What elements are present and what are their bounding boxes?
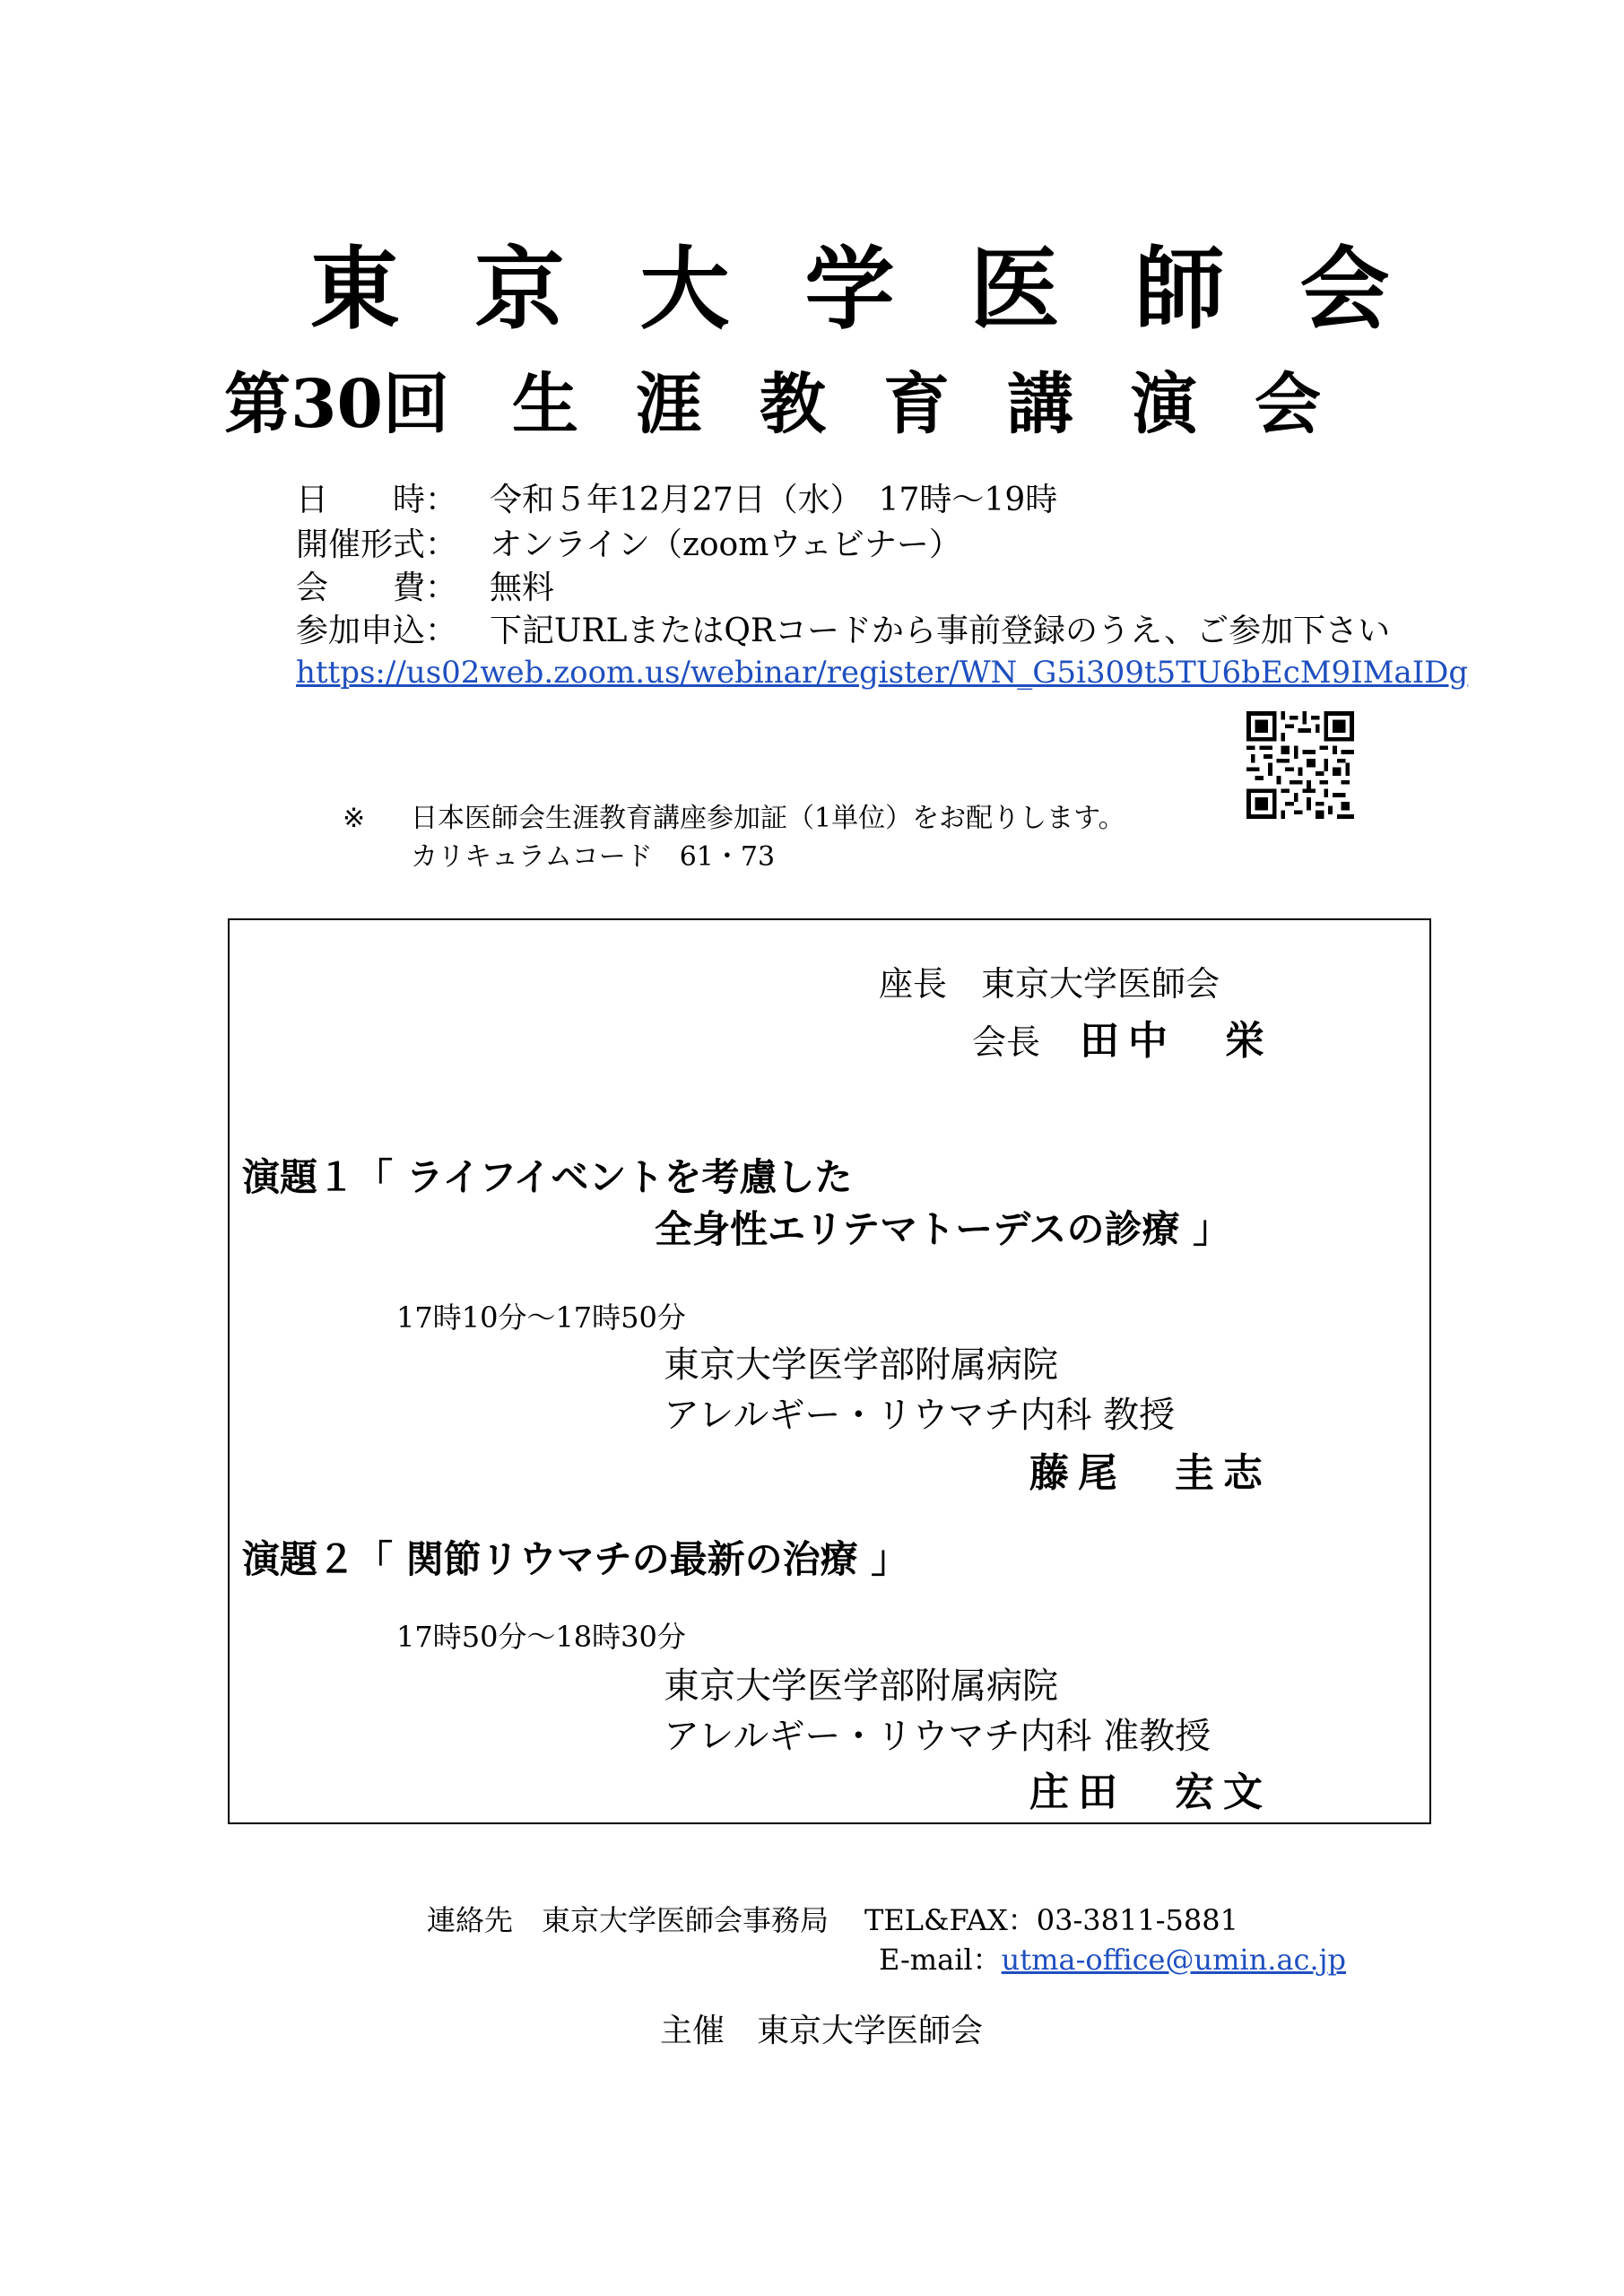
contact-label: 連絡先 東京大学医師会事務局	[427, 1903, 829, 1937]
talk1-affiliation-department: アレルギー・リウマチ内科 教授	[664, 1395, 1176, 1436]
note-mark: ※	[343, 803, 366, 834]
talk2-affiliation-department: アレルギー・リウマチ内科 准教授	[664, 1716, 1211, 1757]
contact-line	[427, 1898, 1238, 1939]
format-label: 開催形式：	[296, 526, 458, 563]
registration-link[interactable]: https://us02web.zoom.us/webinar/register/WN_G5i309t5TU6bEcM9IMaIDg	[296, 655, 1469, 691]
format-value: オンライン（zoomウェビナー）	[490, 526, 961, 563]
date-row	[296, 479, 1057, 522]
email-line	[879, 1937, 1346, 1979]
chair-line: 座長 東京大学医師会	[879, 964, 1220, 1004]
talk1-speaker: 藤尾 圭志	[1029, 1450, 1272, 1496]
event-subtitle	[224, 352, 1378, 447]
talk2-time: 17時50分～18時30分	[396, 1620, 686, 1654]
date-value: 令和５年12月27日（水） 17時～19時	[490, 482, 1058, 518]
talk1-affiliation-hospital: 東京大学医学部附属病院	[664, 1344, 1058, 1386]
host-line: 主催 東京大学医師会	[660, 2013, 984, 2049]
talk1-time: 17時10分～17時50分	[396, 1300, 686, 1335]
fee-row	[296, 567, 554, 610]
apply-row	[296, 610, 1390, 653]
talk2-title: 演題２「 関節リウマチの最新の治療 」	[242, 1537, 909, 1581]
chair-name: 田中 栄	[1080, 1018, 1274, 1064]
qr-code-icon[interactable]	[1246, 711, 1354, 819]
talk1-title-line2: 全身性エリテマトーデスの診療 」	[655, 1207, 1231, 1251]
chair-role: 会長	[972, 1022, 1041, 1062]
note-certificate: 日本医師会生涯教育講座参加証（1単位）をお配りします。	[411, 803, 1125, 834]
email-label: E-mail：	[879, 1943, 1002, 1977]
subtitle-text: 生涯教育講演会	[511, 366, 1378, 443]
apply-label: 参加申込：	[296, 613, 458, 649]
email-link[interactable]: utma-office@umin.ac.jp	[1001, 1943, 1347, 1977]
chair-role-line	[972, 1008, 1273, 1065]
subtitle-number: 第30回	[224, 366, 449, 443]
date-label: 日 時：	[296, 482, 458, 518]
format-row	[296, 524, 961, 567]
talk1-title-line1: 演題１「 ライフイベントを考慮した	[242, 1155, 853, 1199]
note-curriculum-code: カリキュラムコード 61・73	[411, 841, 776, 873]
fee-label: 会 費：	[296, 570, 458, 606]
talk2-speaker: 庄田 宏文	[1029, 1770, 1272, 1815]
apply-value: 下記URLまたはQRコードから事前登録のうえ、ご参加下さい	[490, 613, 1391, 649]
talk2-affiliation-hospital: 東京大学医学部附属病院	[664, 1665, 1058, 1707]
contact-tel: TEL&FAX：03-3811-5881	[864, 1903, 1238, 1937]
event-title: 東京大学医師会	[309, 236, 1465, 342]
fee-value: 無料	[490, 570, 555, 606]
